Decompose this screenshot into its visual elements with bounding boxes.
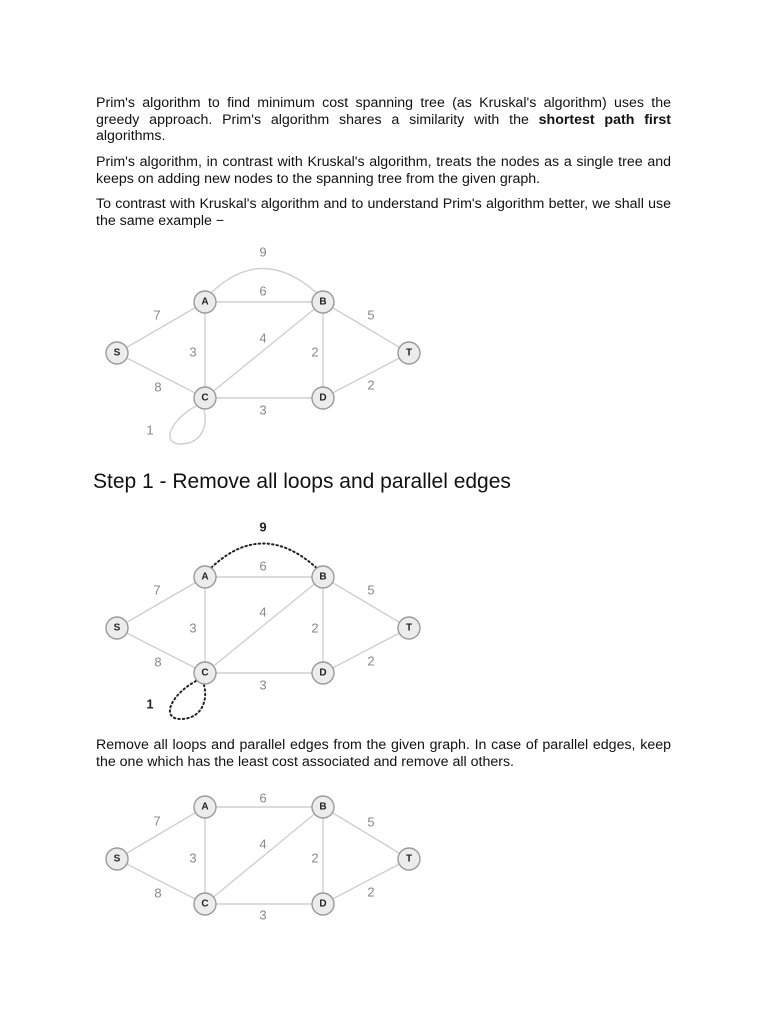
contrast-paragraph: Prim's algorithm, in contrast with Kruskal's algorithm, treats the nodes as a single tree and keeps on adding new nodes to the spanning tree from the given graph. [96, 154, 671, 187]
svg-text:D: D [319, 898, 327, 910]
node-c [194, 662, 216, 684]
node-s [106, 617, 128, 639]
weight-a-b-parallel: 9 [259, 244, 267, 260]
edge-b-t [323, 807, 409, 859]
node-a [194, 796, 216, 818]
node-d [312, 893, 334, 915]
edge-c-loop-highlighted [170, 681, 205, 719]
original-graph [90, 240, 430, 450]
weight-s-c: 8 [154, 885, 162, 901]
node-b [312, 796, 334, 818]
weight-b-t: 5 [367, 814, 375, 830]
weight-b-t: 5 [367, 582, 375, 598]
weight-d-t: 2 [367, 377, 375, 393]
svg-text:A: A [201, 571, 209, 583]
weight-s-a: 7 [153, 813, 161, 829]
edge-c-loop [170, 406, 205, 444]
node-c [194, 893, 216, 915]
weight-c-d: 3 [259, 907, 267, 923]
weight-s-c: 8 [154, 379, 162, 395]
weight-a-b-parallel: 9 [259, 519, 267, 535]
node-t [398, 848, 420, 870]
node-c [194, 387, 216, 409]
node-b [312, 566, 334, 588]
edge-b-c [205, 807, 323, 904]
cleaned-graph [90, 745, 430, 930]
step1-heading: Step 1 - Remove all loops and parallel edges [93, 470, 511, 493]
node-b [312, 291, 334, 313]
edge-b-t [323, 302, 409, 353]
svg-text:A: A [201, 801, 209, 813]
weight-s-a: 7 [153, 582, 161, 598]
intro-text-end: algorithms. [96, 128, 166, 144]
weight-s-c: 8 [154, 654, 162, 670]
edge-b-t [323, 577, 409, 628]
weight-b-d: 2 [311, 620, 319, 636]
shortest-path-first-bold: shortest path first [538, 111, 671, 128]
svg-text:A: A [201, 296, 209, 308]
weight-c-d: 3 [259, 677, 267, 693]
node-d [312, 662, 334, 684]
weight-s-a: 7 [153, 307, 161, 323]
remove-paragraph: Remove all loops and parallel edges from the given graph. In case of parallel edges, keep the one which has the least cost associated and remove all others. [96, 737, 671, 770]
svg-text:S: S [113, 853, 121, 865]
weight-a-c: 3 [189, 850, 197, 866]
svg-text:T: T [405, 622, 413, 634]
node-a [194, 291, 216, 313]
weight-a-b: 6 [259, 790, 267, 806]
weight-b-d: 2 [311, 850, 319, 866]
svg-text:D: D [319, 392, 327, 404]
node-t [398, 617, 420, 639]
weight-b-t: 5 [367, 307, 375, 323]
svg-text:B: B [319, 571, 327, 583]
weight-b-c: 4 [259, 836, 267, 852]
weight-c-d: 3 [259, 402, 267, 418]
intro-paragraph [96, 95, 671, 145]
node-d [312, 387, 334, 409]
edge-b-c [205, 302, 323, 398]
weight-b-c: 4 [259, 330, 267, 346]
highlighted-graph [90, 515, 430, 730]
node-t [398, 342, 420, 364]
weight-a-c: 3 [189, 620, 197, 636]
node-s [106, 342, 128, 364]
svg-text:B: B [319, 801, 327, 813]
weight-d-t: 2 [367, 884, 375, 900]
svg-text:D: D [319, 667, 327, 679]
weight-d-t: 2 [367, 653, 375, 669]
node-a [194, 566, 216, 588]
intro-text: Prim's algorithm to find minimum cost spanning tree (as Kruskal's algorithm) uses the greedy approach. Prim's algorithm shares a similarity with the [96, 95, 671, 128]
svg-text:B: B [319, 296, 327, 308]
weight-a-c: 3 [189, 344, 197, 360]
svg-text:S: S [113, 347, 121, 359]
svg-text:T: T [405, 347, 413, 359]
node-s [106, 848, 128, 870]
svg-text:C: C [201, 898, 209, 910]
edge-d-t [323, 353, 409, 398]
weight-b-c: 4 [259, 604, 267, 620]
edge-d-t [323, 859, 409, 904]
svg-text:C: C [201, 667, 209, 679]
weight-c-loop: 1 [146, 422, 154, 438]
svg-text:T: T [405, 853, 413, 865]
weight-a-b: 6 [259, 283, 267, 299]
svg-text:C: C [201, 392, 209, 404]
weight-a-b: 6 [259, 558, 267, 574]
edge-b-c [205, 577, 323, 673]
weight-c-loop: 1 [146, 696, 154, 712]
edge-d-t [323, 628, 409, 673]
weight-b-d: 2 [311, 344, 319, 360]
example-paragraph: To contrast with Kruskal's algorithm and to understand Prim's algorithm better, we shall use the same example − [96, 196, 671, 229]
svg-text:S: S [113, 622, 121, 634]
